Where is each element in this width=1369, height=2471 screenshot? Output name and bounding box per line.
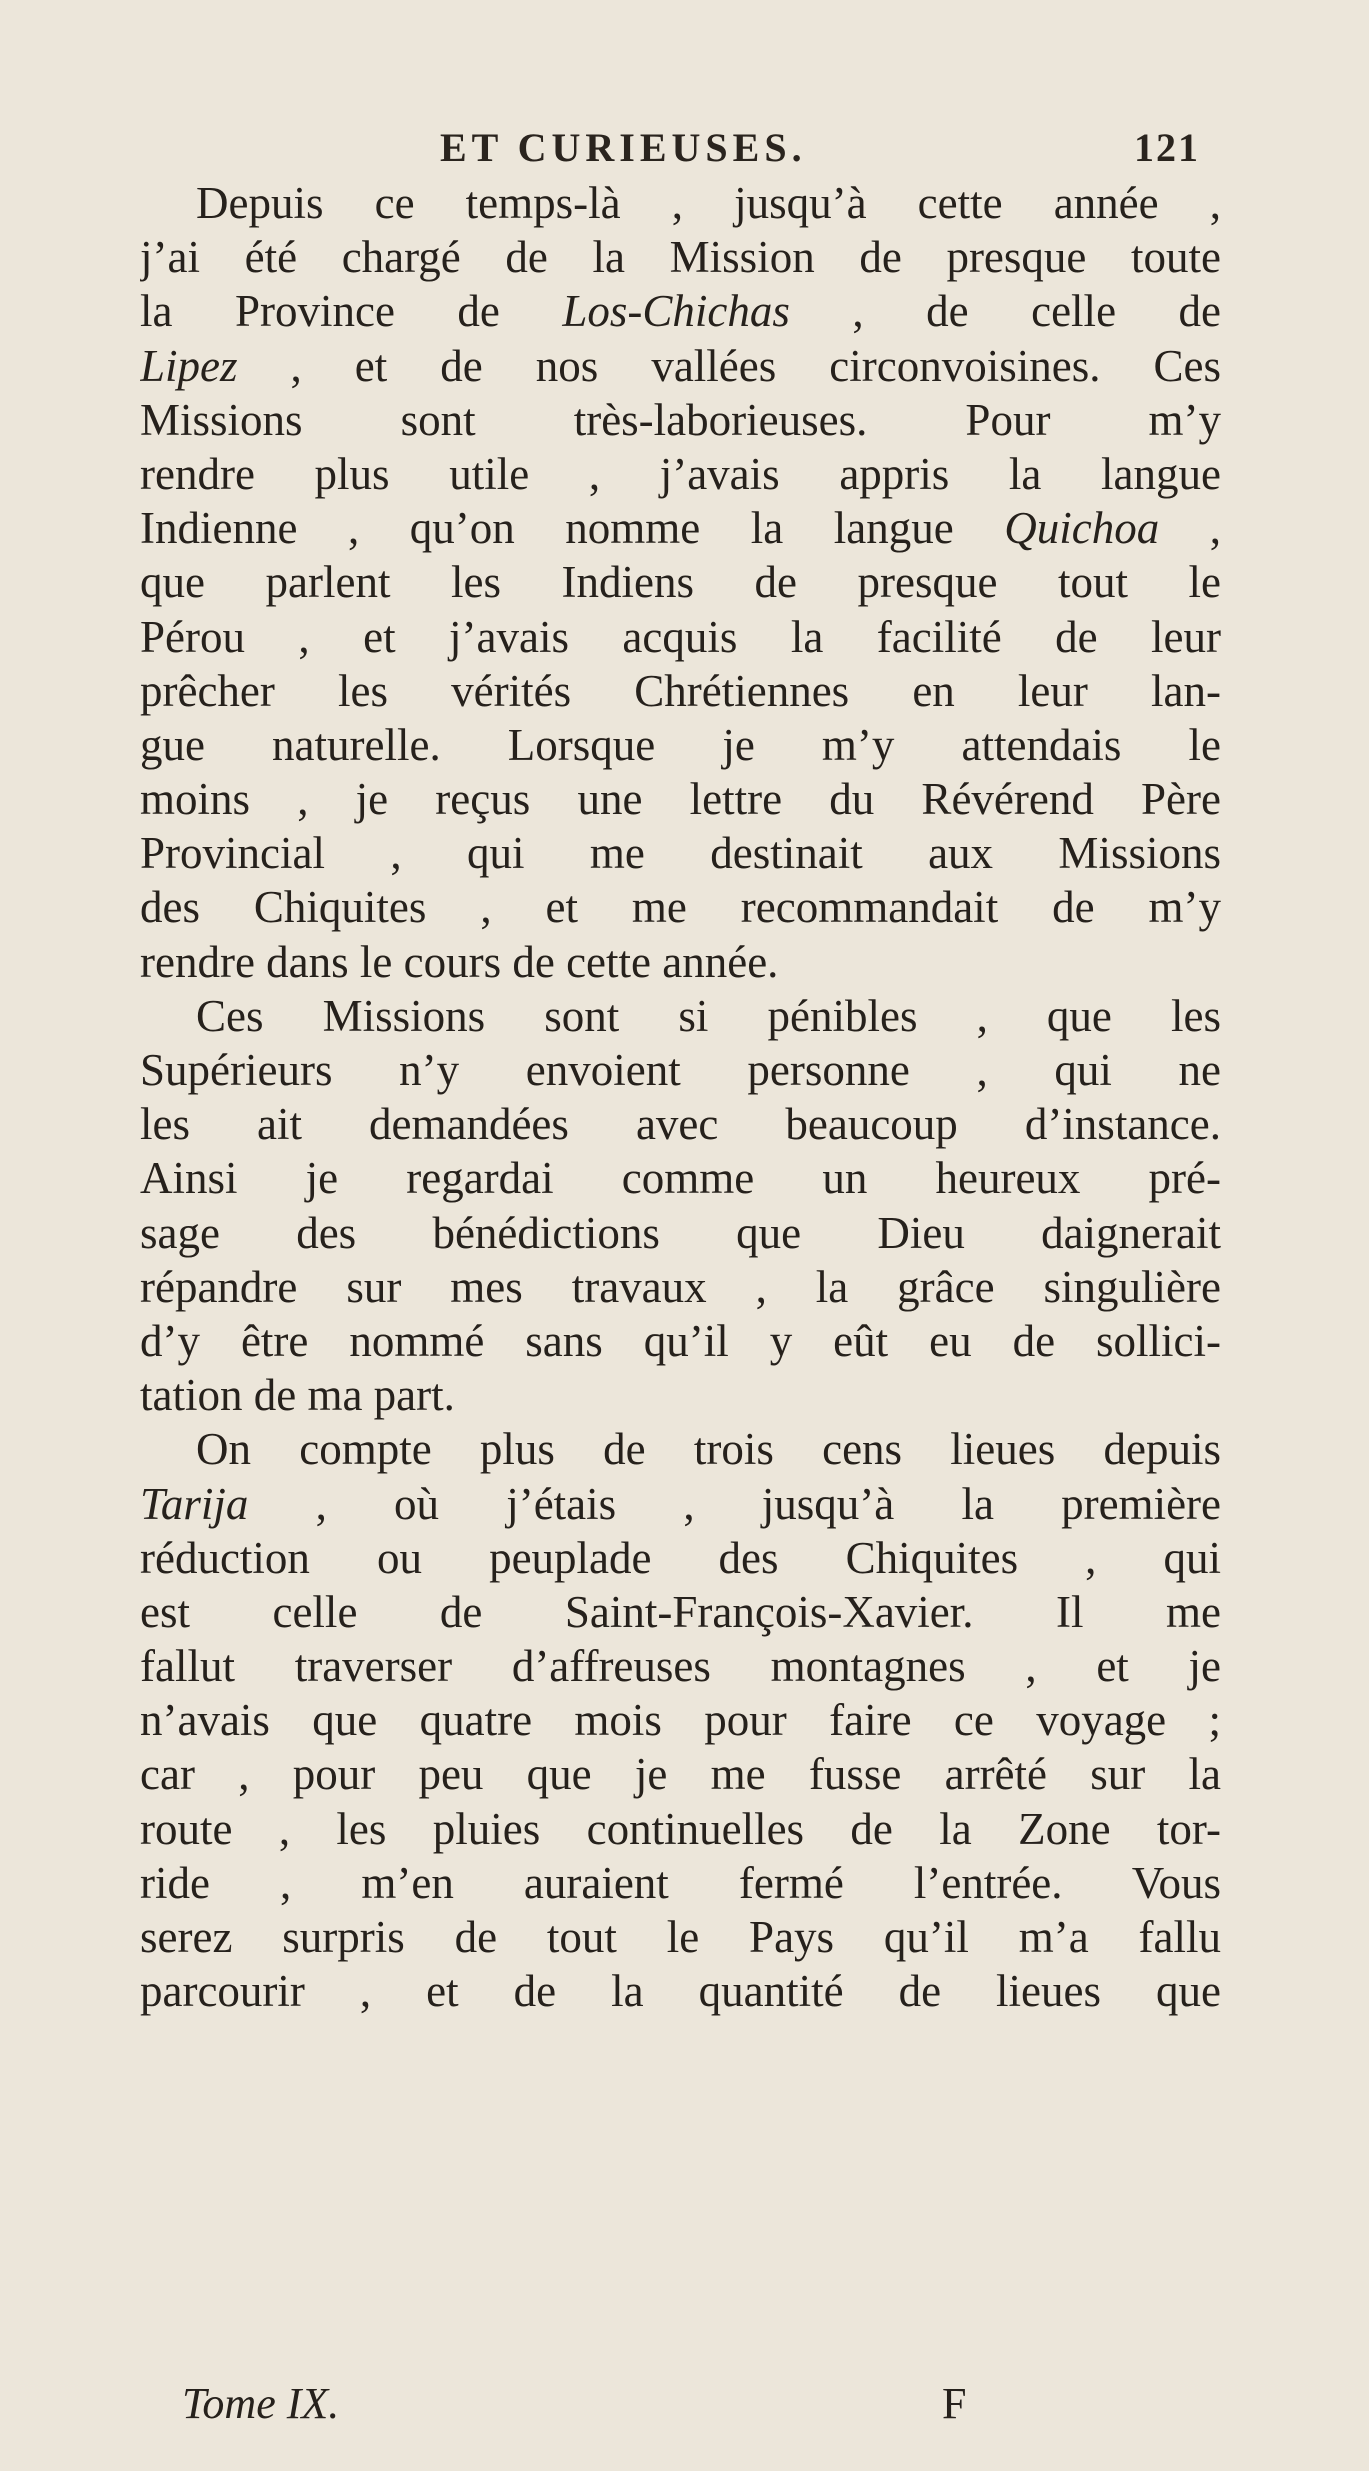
text-line: répandre sur mes travaux , la grâce singulière [140, 1261, 1221, 1312]
text-line: la Province de Los-Chichas , de celle de [140, 286, 1221, 337]
text-line: serez surpris de tout le Pays qu’il m’a fallu [140, 1912, 1221, 1962]
running-head: ET CURIEUSES. [440, 125, 807, 170]
signature-mark: F [942, 2379, 967, 2428]
page-number: 121 [1134, 125, 1200, 170]
text-line: fallut traverser d’affreuses montagnes , et je [140, 1641, 1221, 1692]
text-line: gue naturelle. Lorsque je m’y attendais le [140, 719, 1221, 770]
text-line: Missions sont très-laborieuses. Pour m’y [140, 394, 1221, 445]
text-line: On compte plus de trois cens lieues depuis [196, 1424, 1221, 1475]
text-line: ride , m’en auraient fermé l’entrée. Vous [140, 1857, 1221, 1908]
text-line: Lipez , et de nos vallées circonvoisines. Ces [140, 340, 1221, 391]
text-line: que parlent les Indiens de presque tout le [140, 557, 1221, 608]
text-line: des Chiquites , et me recommandait de m’y [140, 882, 1221, 933]
text-line: est celle de Saint-François-Xavier. Il me [140, 1586, 1221, 1637]
text-line: Ainsi je regardai comme un heureux pré- [140, 1153, 1221, 1204]
text-line: car , pour peu que je me fusse arrêté sur la [140, 1749, 1221, 1800]
text-line: d’y être nommé sans qu’il y eût eu de sollici- [140, 1315, 1221, 1366]
text-line: rendre dans le cours de cette année. [140, 936, 779, 987]
text-line: j’ai été chargé de la Mission de presque toute [140, 232, 1221, 283]
body-text [140, 176, 1221, 2018]
text-line: moins , je reçus une lettre du Révérend Père [140, 774, 1221, 825]
text-line: route , les pluies continuelles de la Zone tor- [140, 1803, 1221, 1854]
text-line: Tarija , où j’étais , jusqu’à la première [140, 1478, 1221, 1529]
text-line: Ces Missions sont si pénibles , que les [196, 990, 1221, 1041]
text-line: Pérou , et j’avais acquis la facilité de leur [140, 611, 1221, 662]
text-line: parcourir , et de la quantité de lieues que [140, 1966, 1221, 2017]
text-line: Depuis ce temps-là , jusqu’à cette année , [196, 178, 1221, 228]
volume-label: Tome IX. [182, 2379, 340, 2428]
text-line: Provincial , qui me destinait aux Missions [140, 828, 1221, 879]
text-line: Supérieurs n’y envoient personne , qui ne [140, 1045, 1221, 1095]
text-line: rendre plus utile , j’avais appris la langue [140, 448, 1221, 499]
text-line: n’avais que quatre mois pour faire ce voyage ; [140, 1695, 1221, 1746]
text-line: prêcher les vérités Chrétiennes en leur lan- [140, 665, 1221, 716]
text-line: réduction ou peuplade des Chiquites , qui [140, 1532, 1221, 1583]
text-line: Indienne , qu’on nomme la langue Quichoa , [140, 503, 1221, 554]
page-header [440, 124, 1200, 174]
text-line: tation de ma part. [140, 1370, 455, 1421]
text-line: les ait demandées avec beaucoup d’instance. [140, 1099, 1221, 1150]
page-footer [182, 2378, 1182, 2428]
text-line: sage des bénédictions que Dieu daignerait [140, 1207, 1221, 1258]
